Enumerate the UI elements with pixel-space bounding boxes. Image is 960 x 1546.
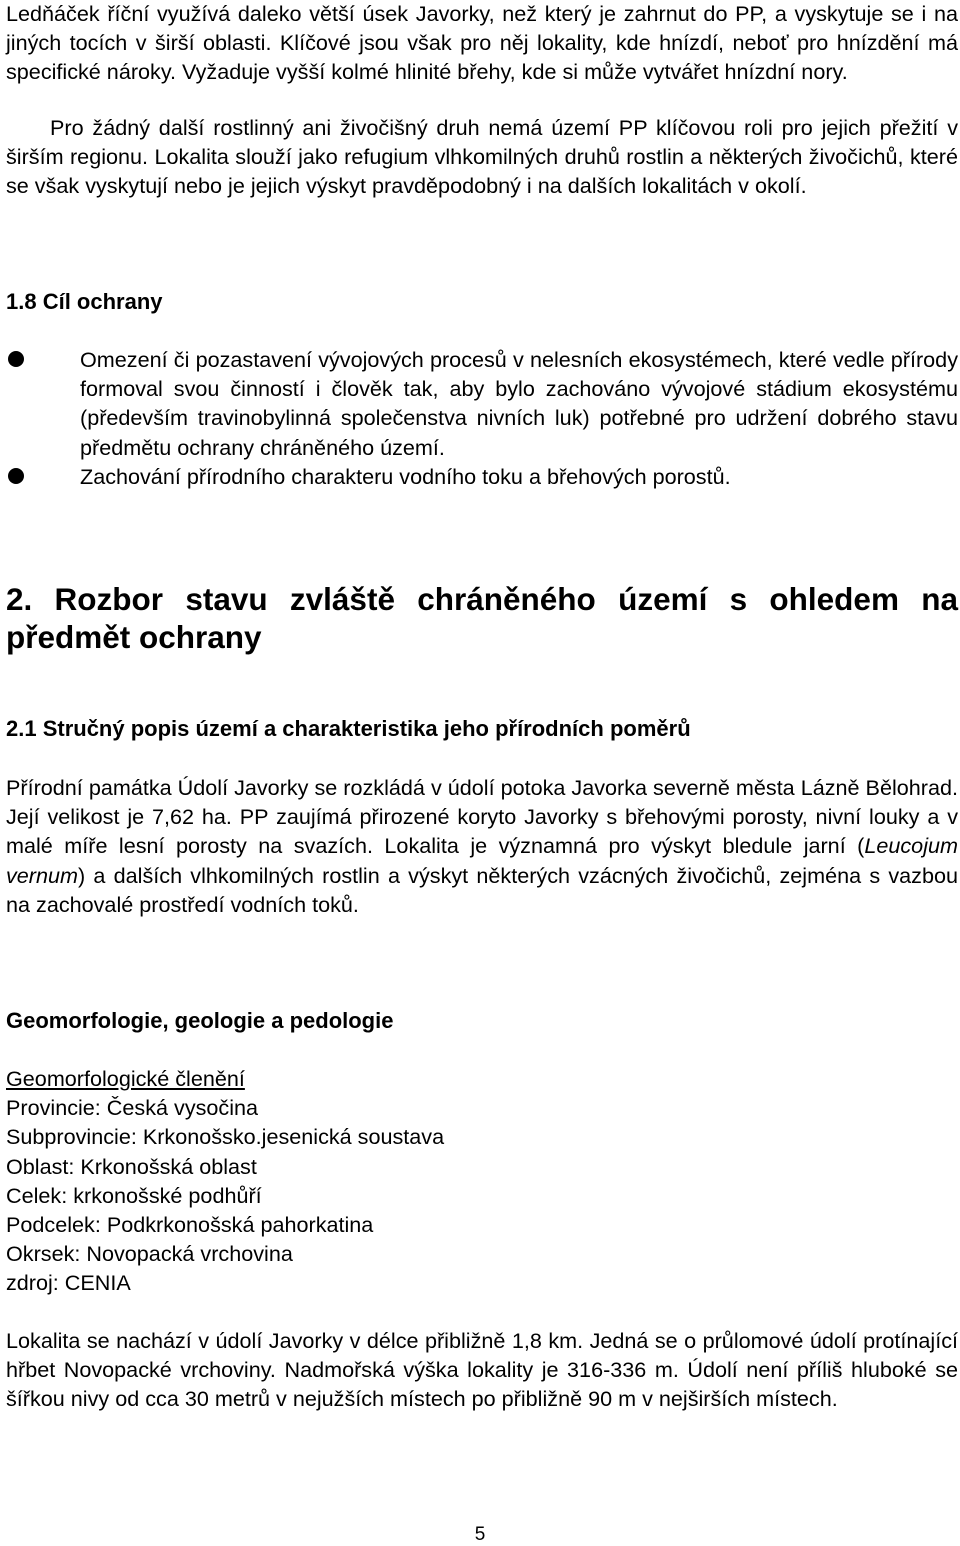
intro-paragraph-species: Pro žádný další rostlinný ani živočišný druh nemá území PP klíčovou roli pro jejich přežití v širším regionu. Lokalita slouží jako refugium vlhkomilných druhů rostlin a některých živočichů, které se však vyskytují nebo je jejich výskyt pravděpodobný i na dalších lokalitách v okolí. <box>6 115 958 199</box>
geomorphology-paragraph: Lokalita se nachází v údolí Javorky v délce přibližně 1,8 km. Jedná se o průlomové údolí protínající hřbet Novopacké vrchoviny. Nadmořská výška lokality je 316-336 m. Údolí není příliš hluboké se šířkou nivy od cca 30 metrů v nejužších místech po přibližně 90 m v nejširších místech. <box>6 1328 958 1412</box>
bullet-icon <box>8 468 24 484</box>
section-1-8-heading: 1.8 Cíl ochrany <box>6 289 163 314</box>
list-item-text: Omezení či pozastavení vývojových procesů v nelesních ekosystémech, které vedle přírody formoval svou činností i člověk tak, aby bylo zachováno vývojové stádium ekosystému (především travinobylinná společenstva nivních luk) potřebné pro udržení dobrého stavu předmětu ochrany chráněného území. <box>80 347 958 460</box>
classification-line: Oblast: Krkonošská oblast <box>6 1153 257 1179</box>
section-2-1-heading: 2.1 Stručný popis území a charakteristika jeho přírodních poměrů <box>6 716 691 741</box>
intro-paragraph-kingfisher: Ledňáček říční využívá daleko větší úsek Javorky, než který je zahrnut do PP, a vyskytuje se i na jiných tocích v širší oblasti. Klíčové jsou však pro něj lokality, kde hnízdí, neboť pro hnízdění má specifické nároky. Vyžaduje vyšší kolmé hlinité břehy, kde si může vytvářet hnízdní nory. <box>6 1 958 85</box>
section-2-1-paragraph <box>6 773 958 919</box>
source-line: zdroj: CENIA <box>6 1270 131 1296</box>
classification-line: Podcelek: Podkrkonošská pahorkatina <box>6 1212 374 1238</box>
paragraph-text-end: ) a dalších vlhkomilných rostlin a výskyt některých vzácných živočichů, zejména s vazbou na zachovalé prostředí vodních toků. <box>6 862 958 917</box>
classification-line: Provincie: Česká vysočina <box>6 1095 259 1121</box>
list-item <box>6 345 958 462</box>
latin-species-name: Leucojum vernum <box>6 833 958 888</box>
classification-line: Subprovincie: Krkonošsko.jesenická soustava <box>6 1124 445 1150</box>
geomorphology-classification <box>6 1064 958 1298</box>
bullet-icon <box>8 351 24 367</box>
classification-line: Okrsek: Novopacká vrchovina <box>6 1241 293 1267</box>
page-number: 5 <box>474 1524 486 1545</box>
list-item-text: Zachování přírodního charakteru vodního toku a břehových porostů. <box>80 463 731 489</box>
geomorphology-subheading: Geomorfologické členění <box>6 1066 245 1091</box>
geomorphology-heading: Geomorfologie, geologie a pedologie <box>6 1008 394 1033</box>
classification-line: Celek: krkonošské podhůří <box>6 1182 262 1208</box>
section-2-heading: 2. Rozbor stavu zvláště chráněného území s ohledem na předmět ochrany <box>6 581 958 655</box>
protection-goals-list <box>6 345 958 491</box>
paragraph-text-start: Přírodní památka Údolí Javorky se rozkládá v údolí potoka Javorka severně města Lázně Bělohrad. Její velikost je 7,62 ha. PP zaujímá přirozené koryto Javorky s břehovými porosty, nivní louky a v malé míře lesní porosty na svazích. Lokalita je významná pro výskyt bledule jarní ( <box>6 775 958 859</box>
list-item <box>6 462 958 491</box>
